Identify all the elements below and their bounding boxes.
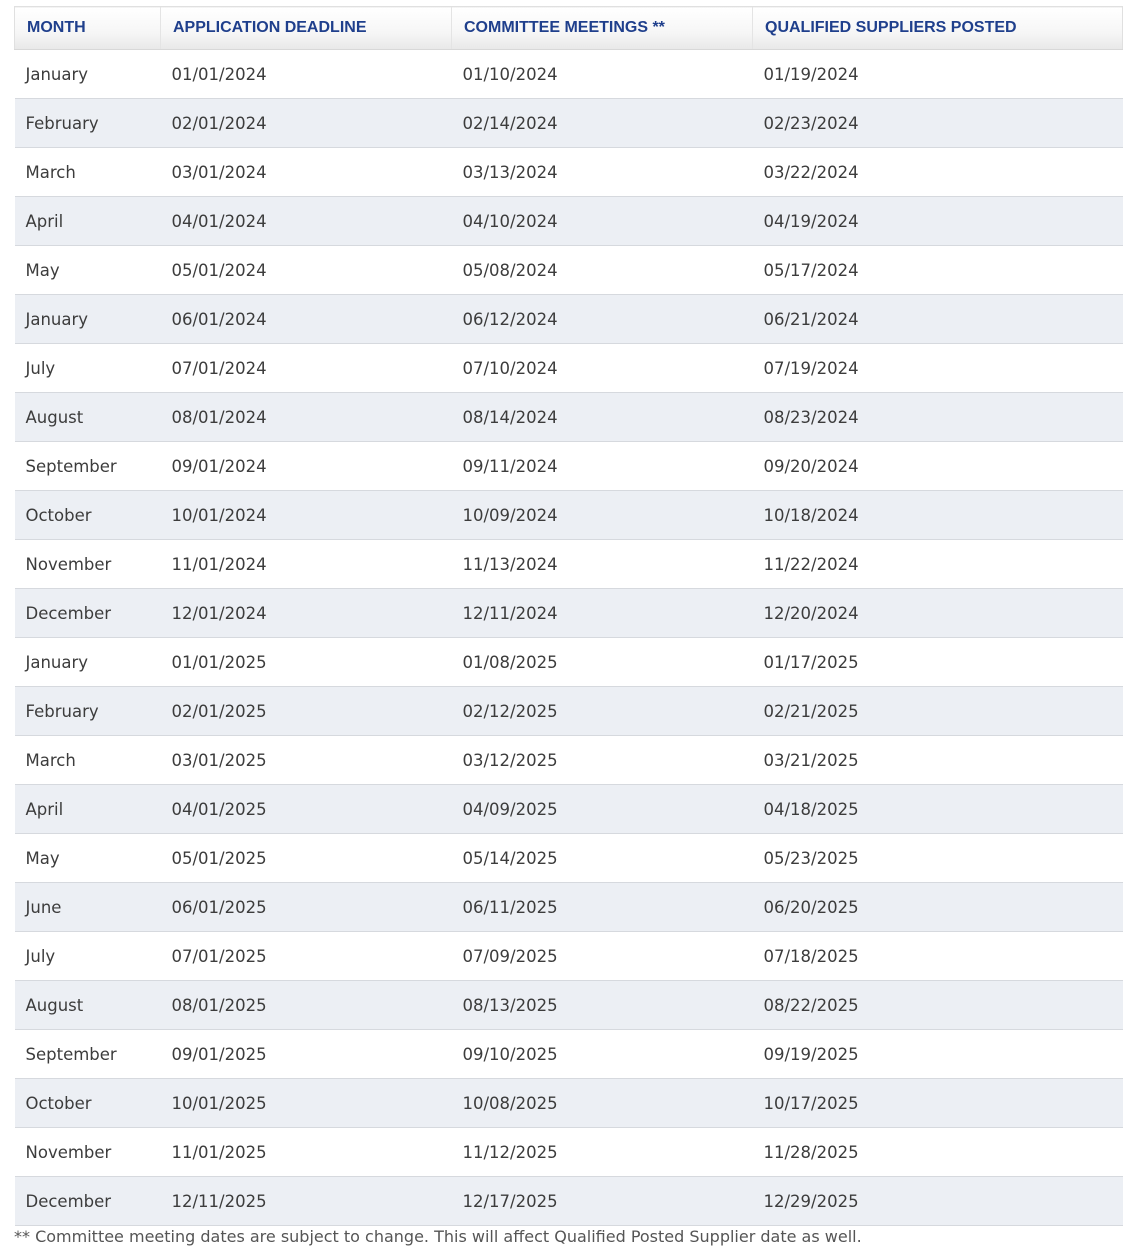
cell-application-deadline: 04/01/2024 [161, 197, 452, 246]
table-row [15, 393, 1123, 442]
cell-application-deadline: 06/01/2025 [161, 883, 452, 932]
cell-application-deadline: 05/01/2025 [161, 834, 452, 883]
table-header [15, 7, 1123, 50]
cell-suppliers-posted: 12/20/2024 [753, 589, 1123, 638]
cell-committee-meeting: 10/08/2025 [452, 1079, 753, 1128]
cell-application-deadline: 03/01/2025 [161, 736, 452, 785]
cell-application-deadline: 04/01/2025 [161, 785, 452, 834]
cell-month: January [15, 638, 161, 687]
cell-suppliers-posted: 09/20/2024 [753, 442, 1123, 491]
table-row [15, 932, 1123, 981]
cell-month: December [15, 589, 161, 638]
cell-application-deadline: 02/01/2025 [161, 687, 452, 736]
cell-suppliers-posted: 05/23/2025 [753, 834, 1123, 883]
table-row [15, 834, 1123, 883]
table-row [15, 1030, 1123, 1079]
cell-committee-meeting: 11/13/2024 [452, 540, 753, 589]
cell-suppliers-posted: 02/21/2025 [753, 687, 1123, 736]
cell-application-deadline: 09/01/2025 [161, 1030, 452, 1079]
cell-suppliers-posted: 10/18/2024 [753, 491, 1123, 540]
cell-month: December [15, 1177, 161, 1226]
cell-committee-meeting: 04/10/2024 [452, 197, 753, 246]
table-row [15, 540, 1123, 589]
table-row [15, 1128, 1123, 1177]
cell-suppliers-posted: 04/19/2024 [753, 197, 1123, 246]
cell-month: June [15, 883, 161, 932]
cell-month: May [15, 246, 161, 295]
cell-month: July [15, 344, 161, 393]
cell-application-deadline: 12/11/2025 [161, 1177, 452, 1226]
cell-committee-meeting: 05/08/2024 [452, 246, 753, 295]
cell-committee-meeting: 09/11/2024 [452, 442, 753, 491]
cell-committee-meeting: 01/08/2025 [452, 638, 753, 687]
cell-application-deadline: 12/01/2024 [161, 589, 452, 638]
table-row [15, 1079, 1123, 1128]
table-row [15, 785, 1123, 834]
cell-suppliers-posted: 11/22/2024 [753, 540, 1123, 589]
cell-suppliers-posted: 07/18/2025 [753, 932, 1123, 981]
cell-committee-meeting: 12/17/2025 [452, 1177, 753, 1226]
table-row [15, 197, 1123, 246]
cell-committee-meeting: 07/09/2025 [452, 932, 753, 981]
cell-application-deadline: 10/01/2024 [161, 491, 452, 540]
cell-committee-meeting: 03/13/2024 [452, 148, 753, 197]
cell-application-deadline: 11/01/2024 [161, 540, 452, 589]
cell-month: February [15, 687, 161, 736]
cell-month: March [15, 148, 161, 197]
column-header-month: MONTH [15, 7, 161, 50]
table-row [15, 638, 1123, 687]
cell-suppliers-posted: 06/20/2025 [753, 883, 1123, 932]
schedule-table [14, 6, 1123, 1226]
table-row [15, 491, 1123, 540]
column-header-application-deadline: APPLICATION DEADLINE [161, 7, 452, 50]
table-row [15, 442, 1123, 491]
cell-application-deadline: 01/01/2024 [161, 50, 452, 99]
cell-suppliers-posted: 07/19/2024 [753, 344, 1123, 393]
cell-committee-meeting: 07/10/2024 [452, 344, 753, 393]
cell-application-deadline: 09/01/2024 [161, 442, 452, 491]
cell-committee-meeting: 06/11/2025 [452, 883, 753, 932]
cell-suppliers-posted: 08/23/2024 [753, 393, 1123, 442]
footnote: ** Committee meeting dates are subject to change. This will affect Qualified Posted Supplier date as well. [14, 1227, 862, 1246]
cell-month: August [15, 981, 161, 1030]
table-row [15, 344, 1123, 393]
cell-suppliers-posted: 03/22/2024 [753, 148, 1123, 197]
cell-application-deadline: 02/01/2024 [161, 99, 452, 148]
cell-application-deadline: 01/01/2025 [161, 638, 452, 687]
table-row [15, 687, 1123, 736]
table-row [15, 981, 1123, 1030]
cell-committee-meeting: 03/12/2025 [452, 736, 753, 785]
cell-suppliers-posted: 09/19/2025 [753, 1030, 1123, 1079]
cell-application-deadline: 07/01/2025 [161, 932, 452, 981]
table-row [15, 50, 1123, 99]
cell-committee-meeting: 09/10/2025 [452, 1030, 753, 1079]
table-row [15, 99, 1123, 148]
cell-application-deadline: 08/01/2025 [161, 981, 452, 1030]
table-row [15, 246, 1123, 295]
cell-application-deadline: 10/01/2025 [161, 1079, 452, 1128]
cell-month: October [15, 491, 161, 540]
cell-suppliers-posted: 05/17/2024 [753, 246, 1123, 295]
cell-month: February [15, 99, 161, 148]
cell-committee-meeting: 01/10/2024 [452, 50, 753, 99]
cell-committee-meeting: 08/14/2024 [452, 393, 753, 442]
table-body [15, 50, 1123, 1226]
cell-committee-meeting: 11/12/2025 [452, 1128, 753, 1177]
cell-month: April [15, 785, 161, 834]
table-row [15, 736, 1123, 785]
cell-month: January [15, 50, 161, 99]
cell-month: July [15, 932, 161, 981]
cell-month: September [15, 1030, 161, 1079]
cell-month: May [15, 834, 161, 883]
cell-application-deadline: 11/01/2025 [161, 1128, 452, 1177]
cell-suppliers-posted: 03/21/2025 [753, 736, 1123, 785]
cell-application-deadline: 07/01/2024 [161, 344, 452, 393]
cell-suppliers-posted: 10/17/2025 [753, 1079, 1123, 1128]
table-row [15, 589, 1123, 638]
cell-suppliers-posted: 06/21/2024 [753, 295, 1123, 344]
table-row [15, 148, 1123, 197]
column-header-committee-meetings: COMMITTEE MEETINGS ** [452, 7, 753, 50]
cell-application-deadline: 06/01/2024 [161, 295, 452, 344]
cell-month: September [15, 442, 161, 491]
cell-suppliers-posted: 01/17/2025 [753, 638, 1123, 687]
cell-suppliers-posted: 08/22/2025 [753, 981, 1123, 1030]
cell-month: March [15, 736, 161, 785]
cell-application-deadline: 05/01/2024 [161, 246, 452, 295]
cell-committee-meeting: 02/14/2024 [452, 99, 753, 148]
cell-month: April [15, 197, 161, 246]
cell-suppliers-posted: 12/29/2025 [753, 1177, 1123, 1226]
cell-suppliers-posted: 02/23/2024 [753, 99, 1123, 148]
cell-committee-meeting: 02/12/2025 [452, 687, 753, 736]
cell-suppliers-posted: 11/28/2025 [753, 1128, 1123, 1177]
table-row [15, 1177, 1123, 1226]
cell-month: November [15, 540, 161, 589]
cell-committee-meeting: 12/11/2024 [452, 589, 753, 638]
cell-committee-meeting: 10/09/2024 [452, 491, 753, 540]
cell-month: August [15, 393, 161, 442]
cell-suppliers-posted: 01/19/2024 [753, 50, 1123, 99]
cell-committee-meeting: 08/13/2025 [452, 981, 753, 1030]
table-row [15, 883, 1123, 932]
cell-suppliers-posted: 04/18/2025 [753, 785, 1123, 834]
cell-month: January [15, 295, 161, 344]
cell-month: October [15, 1079, 161, 1128]
cell-committee-meeting: 05/14/2025 [452, 834, 753, 883]
cell-committee-meeting: 06/12/2024 [452, 295, 753, 344]
cell-committee-meeting: 04/09/2025 [452, 785, 753, 834]
table-row [15, 295, 1123, 344]
cell-month: November [15, 1128, 161, 1177]
cell-application-deadline: 08/01/2024 [161, 393, 452, 442]
header-row [15, 7, 1123, 50]
cell-application-deadline: 03/01/2024 [161, 148, 452, 197]
column-header-qualified-suppliers-posted: QUALIFIED SUPPLIERS POSTED [753, 7, 1123, 50]
